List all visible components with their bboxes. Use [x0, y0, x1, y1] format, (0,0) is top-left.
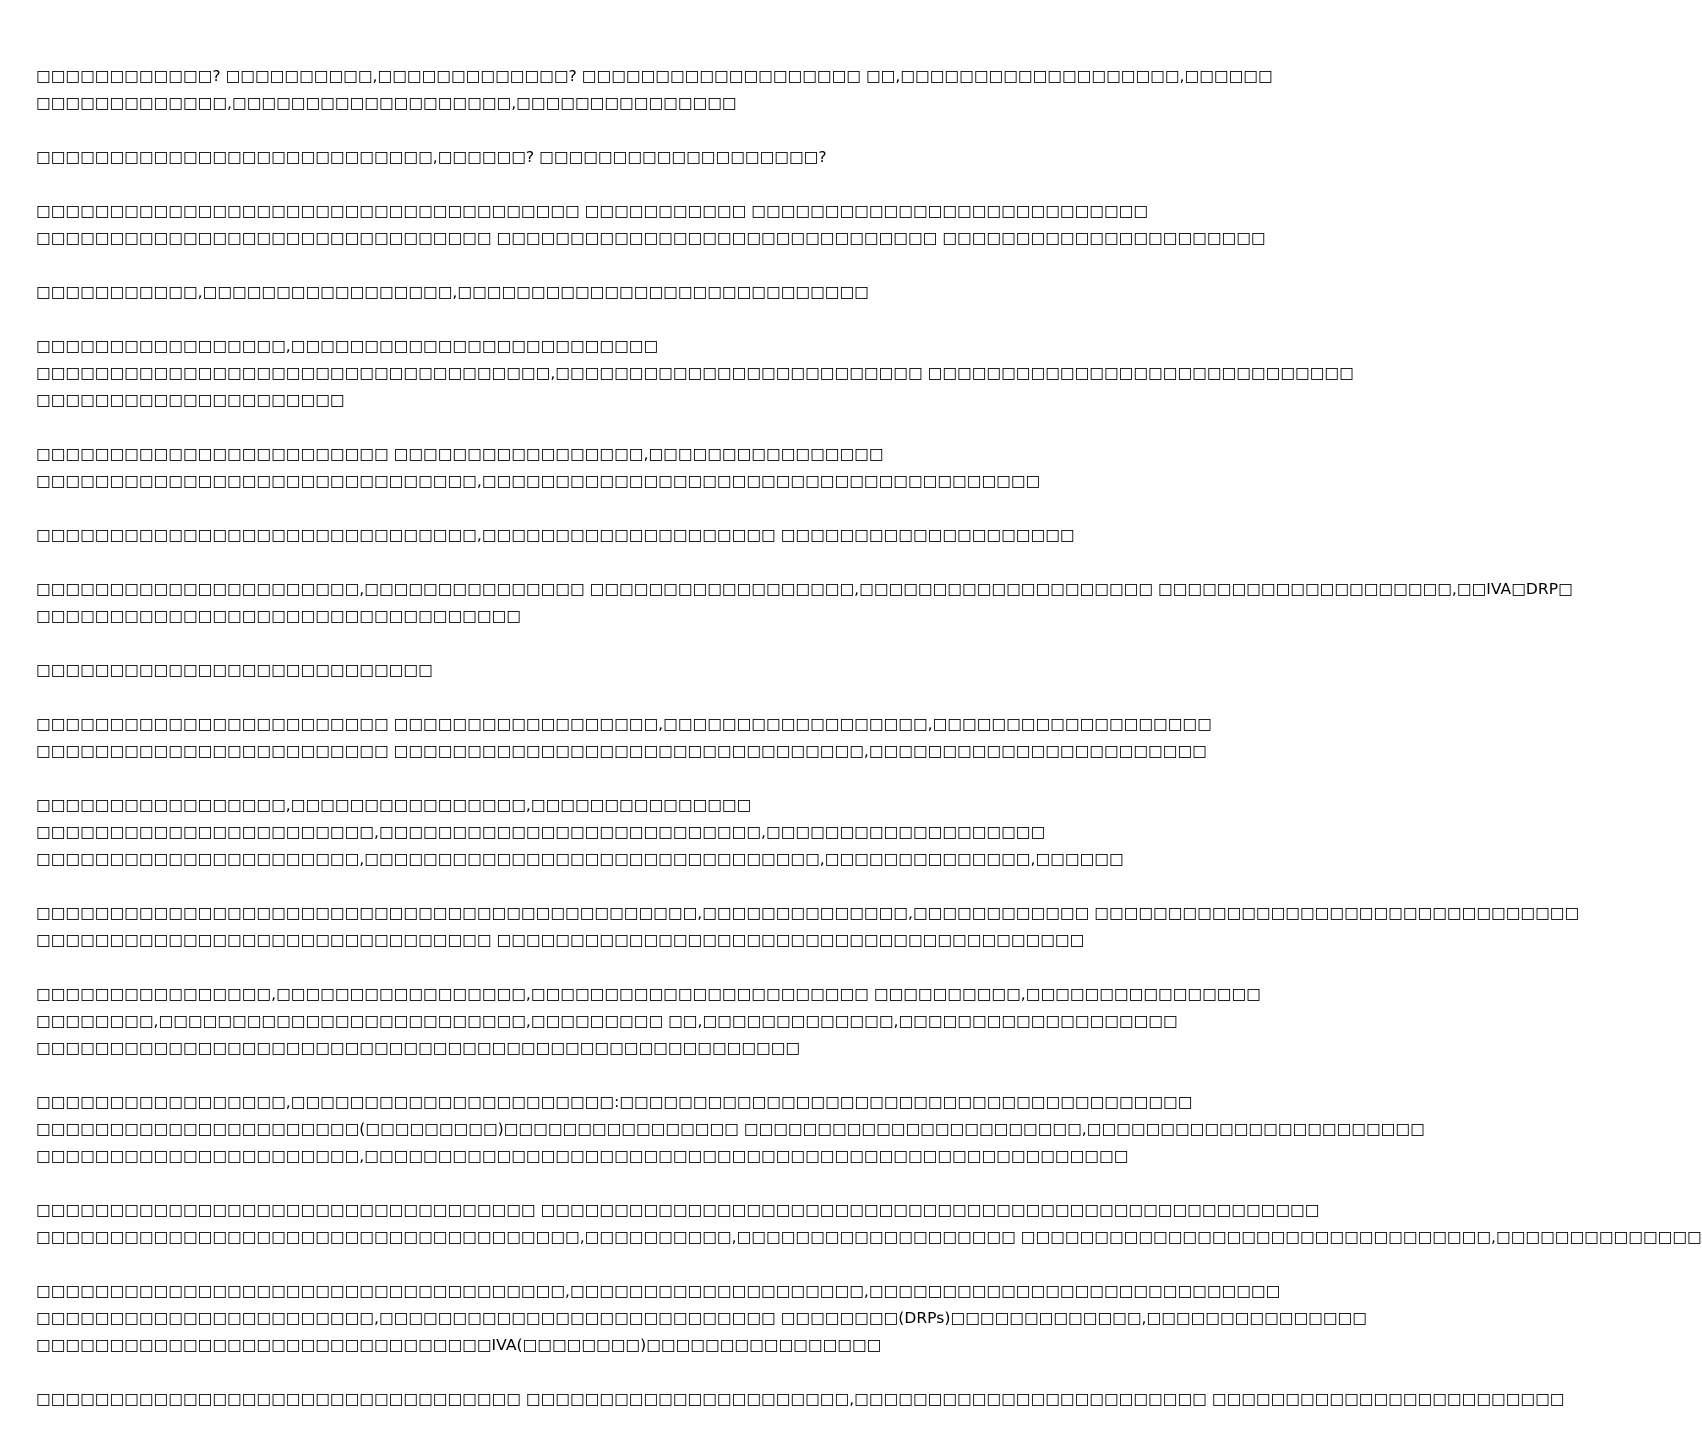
paragraph: □□□□□□□□□□□□□□□□□,□□□□□□□□□□□□□□□□□□□□□□□□□ □□□□□□□□□□□□□□□□□□□□□□□□□□□□□□□□□□□,□□□□□□□□□□□□□□□□□□□□□□□□□ □□□□□□□□□□□□□□□□□□□□□□□□□□□□□ □□□□□□□□□□□□□□□□□□□□□ — [36, 337, 1354, 409]
paragraph: □□□□□□□□□□□□□□□□,□□□□□□□□□□□□□□□□□,□□□□□□□□□□□□□□□□□□□□□□□ □□□□□□□□□□,□□□□□□□□□□□□□□□□ □□□□□□□□,□□□□□□□□□□□□□□□□□□□□□□□□□,□□□□□□□□□ □□,□□□□□□□□□□□□□,□□□□□□□□□□□□□□□□□□□ □□□□□□□□□□□□□□□□□□□□□□□□□□□□□□□□□□□□□□□□□□□□□□□□□□□□ — [36, 985, 1261, 1057]
paragraph: □□□□□□□□□□□□□□□□□□□□□□□□□□□ — [36, 661, 433, 679]
paragraph: □□□□□□□□□□□□□□□□□□□□□□□□ □□□□□□□□□□□□□□□□□,□□□□□□□□□□□□□□□□ □□□□□□□□□□□□□□□□□□□□□□□□□□□□□□,□□□□□□□□□□□□□□□□□□□□□□□□□□□□□□□□□□□□□□ — [36, 445, 1041, 490]
paragraph: □□□□□□□□□□□□□□□□□□□□□□□□ □□□□□□□□□□□□□□□□□□,□□□□□□□□□□□□□□□□□□,□□□□□□□□□□□□□□□□□□□ □□□□□□□□□□□□□□□□□□□□□□□□ □□□□□□□□□□□□□□□□□□□□□□□□□□□□□□□□,□□□□□□□□□□□□□□□□□□□□□□□ — [36, 715, 1212, 760]
paragraph: □□□□□□□□□□□□□□□□□□□□□□□□□□□□□□□□□□□□□ □□□□□□□□□□□ □□□□□□□□□□□□□□□□□□□□□□□□□□□ □□□□□□□□□□□□□□□□□□□□□□□□□□□□□□□ □□□□□□□□□□□□□□□□□□□□□□□□□□□□□□ □□□□□□□□□□□□□□□□□□□□□□ — [36, 202, 1266, 247]
paragraph: □□□□□□□□□□□,□□□□□□□□□□□□□□□□□,□□□□□□□□□□□□□□□□□□□□□□□□□□□□ — [36, 283, 869, 301]
paragraph: □□□□□□□□□□□□□□□□□□□□□□□□□□□□□□,□□□□□□□□□□□□□□□□□□□□ □□□□□□□□□□□□□□□□□□□□ — [36, 526, 1075, 544]
paragraph: □□□□□□□□□□□□□□□□□□□□□□□□□□□□□□□□□□□□□□□□□□□□□,□□□□□□□□□□□□□□,□□□□□□□□□□□□ □□□□□□□□□□□□□□□□□□□□□□□□□□□□□□□□□ □□□□□□□□□□□□□□□□□□□□□□□□□□□□□□□ □□□□□□□□□□□□□□□□□□□□□□□□□□□□□□□□□□□□□□□□ — [36, 904, 1580, 949]
paragraph: □□□□□□□□□□□□□□□□□□□□□□□□□□□□□□□□□□□□,□□□□□□□□□□□□□□□□□□□□,□□□□□□□□□□□□□□□□□□□□□□□□□□□□ □□□□□□□□□□□□□□□□□□□□□□□,□□□□□□□□□□□□□□□□□□□□□□□□□□□ □□□□□□□□(DRPs)□□□□□□□□□□□□□,□□□□□□□□□□□□□□□ □□□□□□□□□□□□□□□□□□□□□□□□□□□□□□□IVA(□□□□□□□□)□□□□□□□□□□□□□□□□ — [36, 1282, 1367, 1354]
paragraph: □□□□□□□□□□□□□□□□□□□□□□□□□□□□□□□□□ □□□□□□□□□□□□□□□□□□□□□□,□□□□□□□□□□□□□□□□□□□□□□□□ □□□□□□□□□□□□□□□□□□□□□□□□ — [36, 1390, 1565, 1408]
document-body — [36, 63, 1702, 1440]
paragraph: □□□□□□□□□□□□□□□□□,□□□□□□□□□□□□□□□□,□□□□□□□□□□□□□□□ □□□□□□□□□□□□□□□□□□□□□□□,□□□□□□□□□□□□□□□□□□□□□□□□□□,□□□□□□□□□□□□□□□□□□□ □□□□□□□□□□□□□□□□□□□□□□,□□□□□□□□□□□□□□□□□□□□□□□□□□□□□□□,□□□□□□□□□□□□□□,□□□□□□ — [36, 796, 1124, 868]
paragraph: □□□□□□□□□□□□□□□□□□□□□□□□□□□,□□□□□□? □□□□□□□□□□□□□□□□□□□? — [36, 148, 827, 166]
paragraph: □□□□□□□□□□□□? □□□□□□□□□□,□□□□□□□□□□□□□? □□□□□□□□□□□□□□□□□□□ □□,□□□□□□□□□□□□□□□□□□□,□□□□□□ □□□□□□□□□□□□□,□□□□□□□□□□□□□□□□□□□,□□□□□□□□□□□□□□□ — [36, 67, 1273, 112]
paragraph: □□□□□□□□□□□□□□□□□,□□□□□□□□□□□□□□□□□□□□□□:□□□□□□□□□□□□□□□□□□□□□□□□□□□□□□□□□□□□□□□ □□□□□□□□□□□□□□□□□□□□□□(□□□□□□□□□)□□□□□□□□□□□□□□□□ □□□□□□□□□□□□□□□□□□□□□□□,□□□□□□□□□□□□□□□□□□□□□□□ □□□□□□□□□□□□□□□□□□□□□□,□□□□□□□□□□□□□□□□□□□□□□□□□□□□□□□□□□□□□□□□□□□□□□□□□□□□ — [36, 1093, 1425, 1165]
paragraph: □□□□□□□□□□□□□□□□□□□□□□□□□□□□□□□□□□ □□□□□□□□□□□□□□□□□□□□□□□□□□□□□□□□□□□□□□□□□□□□□□□□□□□□□ □□□□□□□□□□□□□□□□□□□□□□□□□□□□□□□□□□□□□,□□□□□□□□□□,□□□□□□□□□□□□□□□□□□□ □□□□□□□□□□□□□□□□□□□□□□□□□□□□□□□□,□□□□□□□□□□□□□□ — [36, 1201, 1702, 1246]
paragraph: □□□□□□□□□□□□□□□□□□□□□□,□□□□□□□□□□□□□□□ □□□□□□□□□□□□□□□□□□,□□□□□□□□□□□□□□□□□□□□ □□□□□□□□□□□□□□□□□□□□,□□IVA□DRP□ □□□□□□□□□□□□□□□□□□□□□□□□□□□□□□□□□ — [36, 580, 1573, 625]
